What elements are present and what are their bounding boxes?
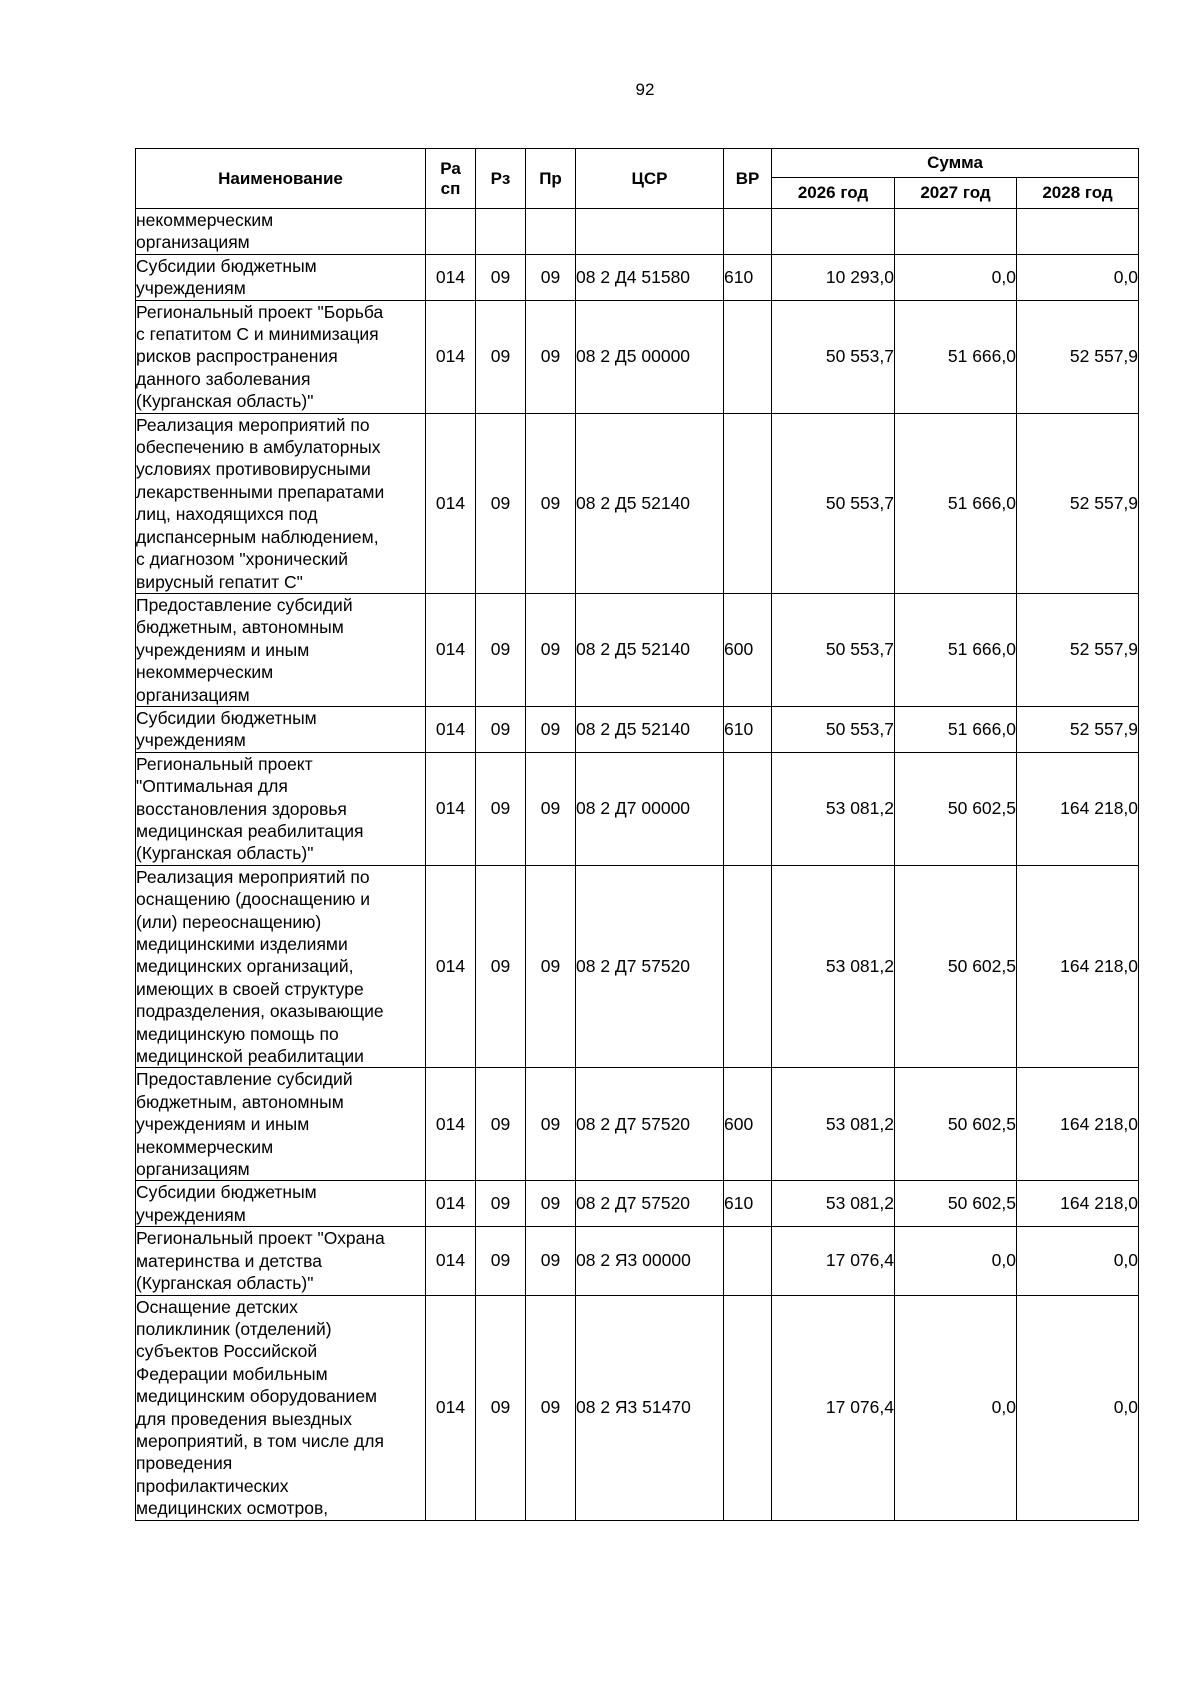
cell-name-line: медицинскую помощь по: [136, 1023, 339, 1044]
cell-rz: 09: [476, 413, 526, 593]
cell-name-line: "Оптимальная для: [136, 776, 288, 797]
cell-rasp: 014: [426, 1181, 476, 1227]
cell-2028: 164 218,0: [1017, 752, 1139, 865]
cell-rz: [476, 209, 526, 255]
cell-rz: 09: [476, 1295, 526, 1520]
cell-rasp: [426, 209, 476, 255]
cell-2028: 0,0: [1017, 1227, 1139, 1295]
cell-name-line: имеющих в своей структуре: [136, 978, 364, 999]
cell-name-line: Субсидии бюджетным: [136, 707, 317, 728]
table-header: [136, 149, 1139, 209]
cell-name-line: учреждениям и иным: [136, 1114, 310, 1135]
cell-name-line: медицинскими изделиями: [136, 934, 348, 954]
cell-name-line: учреждениям: [136, 1204, 246, 1225]
cell-name: [136, 1181, 426, 1227]
cell-vr: [724, 865, 772, 1068]
cell-name-line: обеспечению в амбулаторных: [136, 437, 381, 458]
cell-rasp: 014: [426, 1227, 476, 1295]
cell-name-line: Предоставление субсидий: [136, 1069, 353, 1090]
cell-name-line: Реализация мероприятий по: [136, 414, 370, 435]
cell-2026: 50 553,7: [772, 300, 895, 413]
cell-2026: 53 081,2: [772, 1068, 895, 1181]
cell-name-line: поликлиник (отделений): [136, 1318, 332, 1339]
cell-2026: 17 076,4: [772, 1295, 895, 1520]
cell-csr: 08 2 Д7 57520: [576, 1181, 724, 1227]
cell-2027: 50 602,5: [895, 1181, 1017, 1227]
table-row: [136, 1295, 1139, 1520]
table-row: [136, 1227, 1139, 1295]
cell-name: [136, 1295, 426, 1520]
table-row: [136, 593, 1139, 706]
budget-table: [135, 148, 1139, 1521]
cell-rasp: 014: [426, 593, 476, 706]
cell-csr: 08 2 Д7 57520: [576, 865, 724, 1068]
cell-2026: 17 076,4: [772, 1227, 895, 1295]
cell-name: [136, 413, 426, 593]
cell-rasp: 014: [426, 300, 476, 413]
cell-pr: 09: [526, 1295, 576, 1520]
cell-rz: 09: [476, 752, 526, 865]
table-body: [136, 209, 1139, 1521]
table-row: [136, 1068, 1139, 1181]
table-row: [136, 865, 1139, 1068]
cell-rasp: 014: [426, 752, 476, 865]
cell-2026: 50 553,7: [772, 706, 895, 752]
cell-vr: [724, 209, 772, 255]
cell-csr: 08 2 Д5 00000: [576, 300, 724, 413]
cell-name-line: бюджетным, автономным: [136, 617, 344, 638]
table-row: [136, 706, 1139, 752]
cell-2027: [895, 209, 1017, 255]
cell-csr: 08 2 Д4 51580: [576, 254, 724, 300]
cell-name: [136, 865, 426, 1068]
header-rasp-line2: сп: [440, 178, 461, 198]
cell-name-line: вирусный гепатит С": [136, 571, 303, 592]
cell-name-line: (Курганская область)": [136, 843, 314, 864]
page-number: 92: [635, 80, 655, 99]
cell-name-line: восстановления здоровья: [136, 798, 347, 819]
cell-rz: 09: [476, 1068, 526, 1181]
header-name: Наименование: [136, 149, 426, 209]
cell-2028: 164 218,0: [1017, 1068, 1139, 1181]
cell-pr: 09: [526, 413, 576, 593]
cell-rasp: 014: [426, 254, 476, 300]
cell-2027: 50 602,5: [895, 1068, 1017, 1181]
cell-name-line: рисков распространения: [136, 346, 338, 367]
cell-vr: [724, 1227, 772, 1295]
cell-name-line: медицинской реабилитации: [136, 1046, 364, 1067]
table-row: [136, 413, 1139, 593]
cell-rz: 09: [476, 1227, 526, 1295]
cell-2026: 53 081,2: [772, 865, 895, 1068]
cell-name-line: Предоставление субсидий: [136, 594, 353, 615]
cell-name-line: лиц, находящихся под: [136, 504, 318, 525]
cell-pr: 09: [526, 300, 576, 413]
cell-name-line: условиях противовирусными: [136, 459, 371, 480]
cell-2028: [1017, 209, 1139, 255]
cell-name-line: подразделения, оказывающие: [136, 1001, 384, 1022]
cell-2027: 51 666,0: [895, 593, 1017, 706]
cell-name-line: медицинских организаций,: [136, 956, 354, 977]
cell-2028: 0,0: [1017, 1295, 1139, 1520]
cell-name-line: оснащению (дооснащению и: [136, 889, 371, 910]
header-2028: 2028 год: [1017, 178, 1139, 209]
cell-name: [136, 593, 426, 706]
cell-name-line: мероприятий, в том числе для: [136, 1430, 384, 1451]
cell-name-line: диспансерным наблюдением,: [136, 526, 379, 547]
cell-name-line: некоммерческим: [136, 662, 274, 683]
cell-2027: 50 602,5: [895, 865, 1017, 1068]
cell-rz: 09: [476, 1181, 526, 1227]
table-row: [136, 300, 1139, 413]
cell-pr: 09: [526, 1181, 576, 1227]
cell-name-line: Субсидии бюджетным: [136, 255, 317, 276]
cell-csr: 08 2 Д7 57520: [576, 1068, 724, 1181]
cell-vr: 610: [724, 706, 772, 752]
cell-name-line: некоммерческим: [136, 1136, 274, 1157]
cell-name-line: проведения: [136, 1453, 233, 1474]
cell-name-line: Региональный проект "Борьба: [136, 301, 384, 322]
cell-rasp: 014: [426, 1068, 476, 1181]
cell-name: [136, 706, 426, 752]
cell-pr: 09: [526, 865, 576, 1068]
cell-2027: 51 666,0: [895, 300, 1017, 413]
cell-2028: 164 218,0: [1017, 1181, 1139, 1227]
cell-2026: [772, 209, 895, 255]
cell-csr: 08 2 Д5 52140: [576, 593, 724, 706]
cell-name-line: (Курганская область)": [136, 1273, 314, 1294]
cell-name-line: медицинским оборудованием: [136, 1386, 378, 1407]
cell-name-line: материнства и детства: [136, 1250, 322, 1271]
header-rasp: [426, 149, 476, 209]
cell-name: [136, 752, 426, 865]
header-rasp-line1: Ра: [440, 158, 461, 178]
cell-2027: 51 666,0: [895, 413, 1017, 593]
cell-rz: 09: [476, 865, 526, 1068]
cell-name-line: Субсидии бюджетным: [136, 1182, 317, 1203]
cell-name: [136, 1068, 426, 1181]
cell-rz: 09: [476, 593, 526, 706]
cell-name-line: лекарственными препаратами: [136, 481, 385, 502]
cell-2028: 164 218,0: [1017, 865, 1139, 1068]
cell-vr: [724, 752, 772, 865]
cell-2028: 52 557,9: [1017, 593, 1139, 706]
header-2027: 2027 год: [895, 178, 1017, 209]
cell-pr: 09: [526, 254, 576, 300]
cell-pr: 09: [526, 752, 576, 865]
cell-2026: 10 293,0: [772, 254, 895, 300]
cell-name-line: медицинская реабилитация: [136, 820, 364, 841]
cell-2026: 53 081,2: [772, 1181, 895, 1227]
cell-2028: 52 557,9: [1017, 706, 1139, 752]
cell-csr: 08 2 Д7 00000: [576, 752, 724, 865]
cell-name-line: организациям: [136, 232, 250, 253]
cell-vr: [724, 413, 772, 593]
cell-vr: 600: [724, 1068, 772, 1181]
cell-vr: 600: [724, 593, 772, 706]
cell-rasp: 014: [426, 706, 476, 752]
cell-vr: 610: [724, 1181, 772, 1227]
cell-2026: 53 081,2: [772, 752, 895, 865]
cell-vr: 610: [724, 254, 772, 300]
cell-2027: 0,0: [895, 254, 1017, 300]
cell-2028: 52 557,9: [1017, 300, 1139, 413]
cell-name-line: с диагнозом "хронический: [136, 549, 349, 570]
cell-rz: 09: [476, 706, 526, 752]
cell-name-line: Региональный проект: [136, 753, 313, 774]
cell-name-line: субъектов Российской: [136, 1341, 318, 1362]
table-row: [136, 1181, 1139, 1227]
header-2026: 2026 год: [772, 178, 895, 209]
cell-rz: 09: [476, 300, 526, 413]
header-vr: ВР: [724, 149, 772, 209]
cell-csr: 08 2 Я3 51470: [576, 1295, 724, 1520]
cell-2027: 51 666,0: [895, 706, 1017, 752]
cell-name-line: Федерации мобильным: [136, 1363, 328, 1384]
cell-2027: 0,0: [895, 1295, 1017, 1520]
cell-rz: 09: [476, 254, 526, 300]
cell-csr: 08 2 Д5 52140: [576, 413, 724, 593]
cell-name: [136, 254, 426, 300]
cell-2026: 50 553,7: [772, 593, 895, 706]
cell-name-line: Региональный проект "Охрана: [136, 1228, 385, 1249]
cell-name-line: организациям: [136, 1159, 250, 1180]
cell-name-line: Реализация мероприятий по: [136, 866, 370, 887]
header-sum: Сумма: [772, 149, 1139, 178]
cell-csr: 08 2 Д5 52140: [576, 706, 724, 752]
cell-pr: [526, 209, 576, 255]
cell-2028: 0,0: [1017, 254, 1139, 300]
cell-pr: 09: [526, 593, 576, 706]
cell-rasp: 014: [426, 865, 476, 1068]
cell-name-line: с гепатитом С и минимизация: [136, 324, 379, 345]
cell-name: [136, 209, 426, 255]
cell-pr: 09: [526, 706, 576, 752]
cell-2026: 50 553,7: [772, 413, 895, 593]
cell-name-line: бюджетным, автономным: [136, 1091, 344, 1112]
cell-name-line: для проведения выездных: [136, 1408, 352, 1429]
cell-pr: 09: [526, 1227, 576, 1295]
cell-vr: [724, 300, 772, 413]
table-row: [136, 209, 1139, 255]
cell-name-line: учреждениям: [136, 278, 246, 299]
cell-rasp: 014: [426, 1295, 476, 1520]
cell-name-line: учреждениям: [136, 730, 246, 751]
cell-vr: [724, 1295, 772, 1520]
cell-2027: 0,0: [895, 1227, 1017, 1295]
table-row: [136, 752, 1139, 865]
cell-pr: 09: [526, 1068, 576, 1181]
cell-csr: 08 2 Я3 00000: [576, 1227, 724, 1295]
header-csr: ЦСР: [576, 149, 724, 209]
cell-name: [136, 300, 426, 413]
cell-2028: 52 557,9: [1017, 413, 1139, 593]
cell-name-line: (или) переоснащению): [136, 911, 322, 932]
cell-name-line: учреждениям и иным: [136, 639, 310, 660]
cell-csr: [576, 209, 724, 255]
cell-name-line: некоммерческим: [136, 210, 274, 230]
table-row: [136, 254, 1139, 300]
cell-name-line: данного заболевания: [136, 368, 311, 389]
header-pr: Пр: [526, 149, 576, 209]
cell-rasp: 014: [426, 413, 476, 593]
cell-name-line: (Курганская область)": [136, 391, 314, 412]
cell-name-line: медицинских осмотров,: [136, 1498, 329, 1519]
header-rz: Рз: [476, 149, 526, 209]
cell-name-line: Оснащение детских: [136, 1296, 298, 1317]
cell-name-line: профилактических: [136, 1475, 289, 1496]
cell-name-line: организациям: [136, 684, 250, 705]
cell-2027: 50 602,5: [895, 752, 1017, 865]
cell-name: [136, 1227, 426, 1295]
